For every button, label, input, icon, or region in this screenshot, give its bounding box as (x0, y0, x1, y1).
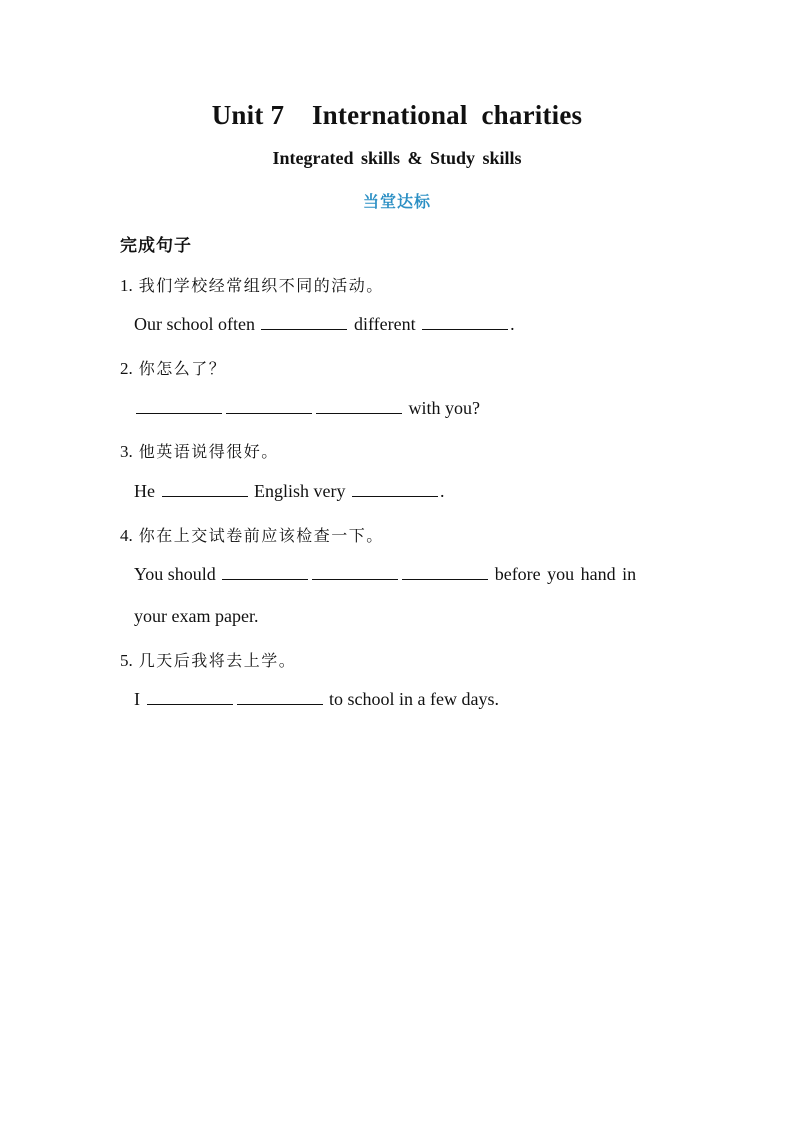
answer-text: before you hand in (494, 564, 637, 584)
answer-text: Our school often (134, 314, 255, 334)
answer-blank[interactable] (162, 482, 248, 497)
answer-blank[interactable] (147, 690, 233, 705)
question-chinese: 几天后我将去上学。 (138, 651, 297, 670)
answer-text: with you? (408, 398, 480, 418)
question-number: 1. (120, 276, 133, 295)
answer-text: to school in a few days. (329, 689, 499, 709)
answer-text: He (134, 481, 155, 501)
question-5-prompt (120, 648, 296, 671)
question-number: 4. (120, 526, 133, 545)
page-title: Unit 7 International charities (211, 100, 583, 130)
exercise-heading: 完成句子 (120, 236, 192, 256)
question-chinese: 我们学校经常组织不同的活动。 (138, 276, 384, 295)
answer-blank[interactable] (237, 690, 323, 705)
question-chinese: 你怎么了？ (138, 359, 227, 378)
answer-text: I (134, 689, 140, 709)
answer-blank[interactable] (136, 399, 222, 414)
answer-text: . (510, 314, 515, 334)
answer-blank[interactable] (402, 565, 488, 580)
answer-blank[interactable] (352, 482, 438, 497)
answer-text: You should (134, 564, 216, 584)
question-2-prompt (120, 356, 226, 379)
question-chinese: 你在上交试卷前应该检查一下。 (138, 526, 384, 545)
answer-blank[interactable] (422, 315, 508, 330)
answer-blank[interactable] (222, 565, 308, 580)
page-subtitle: Integrated skills & Study skills (272, 148, 522, 168)
question-1-prompt (120, 273, 384, 296)
question-1-answer (134, 314, 515, 335)
section-tag: 当堂达标 (362, 192, 431, 211)
answer-text: different (353, 314, 416, 334)
question-5-answer (134, 689, 499, 710)
answer-text: . (440, 481, 445, 501)
question-number: 3. (120, 442, 133, 461)
question-chinese: 他英语说得很好。 (138, 442, 279, 461)
answer-blank[interactable] (316, 399, 402, 414)
answer-blank[interactable] (261, 315, 347, 330)
question-number: 5. (120, 651, 133, 670)
question-4-answer-continuation: your exam paper. (134, 606, 259, 626)
question-3-prompt (120, 439, 279, 462)
question-number: 2. (120, 359, 133, 378)
question-2-answer (134, 398, 480, 419)
question-3-answer (134, 481, 445, 502)
answer-text: English very (254, 481, 346, 501)
question-4-prompt (120, 523, 384, 546)
question-4-answer (134, 564, 636, 585)
answer-blank[interactable] (226, 399, 312, 414)
answer-blank[interactable] (312, 565, 398, 580)
